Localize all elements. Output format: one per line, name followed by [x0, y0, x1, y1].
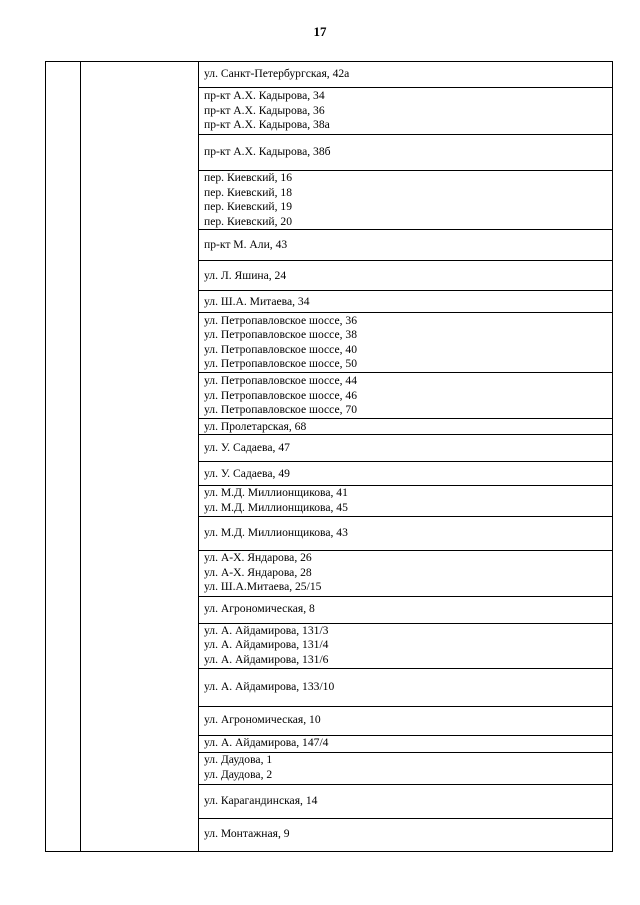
address-line: ул. У. Садаева, 47 [204, 441, 290, 455]
address-line: ул. Карагандинская, 14 [204, 793, 318, 807]
address-line: ул. Петропавловское шоссе, 36 [204, 313, 358, 327]
district-column-cell [81, 62, 199, 852]
address-line: ул. А. Айдамирова, 131/4 [204, 638, 329, 652]
address-line: ул. У. Садаева, 49 [204, 466, 290, 480]
address-line: ул. Пролетарская, 68 [204, 419, 307, 433]
address-line: ул. Петропавловское шоссе, 46 [204, 388, 358, 402]
address-cell [199, 623, 613, 668]
address-line: пер. Киевский, 18 [204, 185, 293, 199]
address-cell [199, 784, 613, 818]
address-line: ул. Агрономическая, 10 [204, 713, 321, 727]
address-line: пр-кт А.Х. Кадырова, 38б [204, 145, 331, 159]
address-line: ул. Ш.А.Митаева, 25/15 [204, 580, 322, 594]
address-cell [199, 313, 613, 373]
address-cell [199, 419, 613, 435]
address-cell [199, 596, 613, 623]
address-line: пер. Киевский, 20 [204, 214, 293, 228]
address-cell [199, 230, 613, 261]
address-line: пер. Киевский, 19 [204, 200, 293, 214]
address-line: ул. Петропавловское шоссе, 40 [204, 342, 358, 356]
address-line: ул. Монтажная, 9 [204, 827, 290, 841]
address-line: ул. А-Х. Яндарова, 28 [204, 565, 312, 579]
address-cell [199, 516, 613, 550]
address-line: ул. М.Д. Миллионщикова, 41 [204, 486, 348, 500]
address-cell [199, 550, 613, 596]
address-line: ул. Даудова, 2 [204, 768, 273, 782]
address-line: ул. Петропавловское шоссе, 44 [204, 373, 358, 387]
address-line: ул. А. Айдамирова, 131/3 [204, 623, 329, 637]
address-line: пр-кт А.Х. Кадырова, 34 [204, 89, 325, 103]
address-line: пр-кт А.Х. Кадырова, 38а [204, 118, 330, 132]
table-row [46, 62, 613, 88]
address-line: ул. Л. Яшина, 24 [204, 268, 287, 282]
address-line: ул. Агрономическая, 8 [204, 602, 315, 616]
address-cell [199, 462, 613, 486]
address-cell [199, 735, 613, 752]
address-cell [199, 135, 613, 171]
address-cell [199, 373, 613, 419]
address-line: ул. М.Д. Миллионщикова, 43 [204, 525, 348, 539]
address-line: ул. А. Айдамирова, 147/4 [204, 736, 329, 750]
address-cell [199, 171, 613, 230]
address-cell [199, 88, 613, 135]
address-line: ул. М.Д. Миллионщикова, 45 [204, 500, 348, 514]
address-table-body [46, 62, 613, 852]
address-line: ул. Петропавловское шоссе, 50 [204, 357, 358, 371]
address-line: ул. Ш.А. Митаева, 34 [204, 294, 310, 308]
address-line: ул. Петропавловское шоссе, 38 [204, 328, 358, 342]
address-line: ул. Санкт-Петербургская, 42а [204, 67, 350, 81]
number-column-cell [46, 62, 81, 852]
address-cell [199, 752, 613, 784]
address-line: ул. А. Айдамирова, 133/10 [204, 679, 335, 693]
address-cell [199, 62, 613, 88]
address-line: пер. Киевский, 16 [204, 171, 293, 184]
address-cell [199, 291, 613, 313]
address-cell [199, 435, 613, 462]
address-table [45, 61, 613, 852]
address-line: ул. А-Х. Яндарова, 26 [204, 551, 312, 565]
address-cell [199, 668, 613, 706]
address-cell [199, 706, 613, 735]
address-line: пр-кт А.Х. Кадырова, 36 [204, 103, 325, 117]
address-line: пр-кт М. Али, 43 [204, 238, 288, 252]
page-number: 17 [313, 24, 327, 39]
address-cell [199, 261, 613, 291]
address-line: ул. Петропавловское шоссе, 70 [204, 403, 358, 417]
address-cell [199, 486, 613, 516]
address-line: ул. Даудова, 1 [204, 753, 273, 767]
address-line: ул. А. Айдамирова, 131/6 [204, 652, 329, 666]
address-cell [199, 818, 613, 851]
